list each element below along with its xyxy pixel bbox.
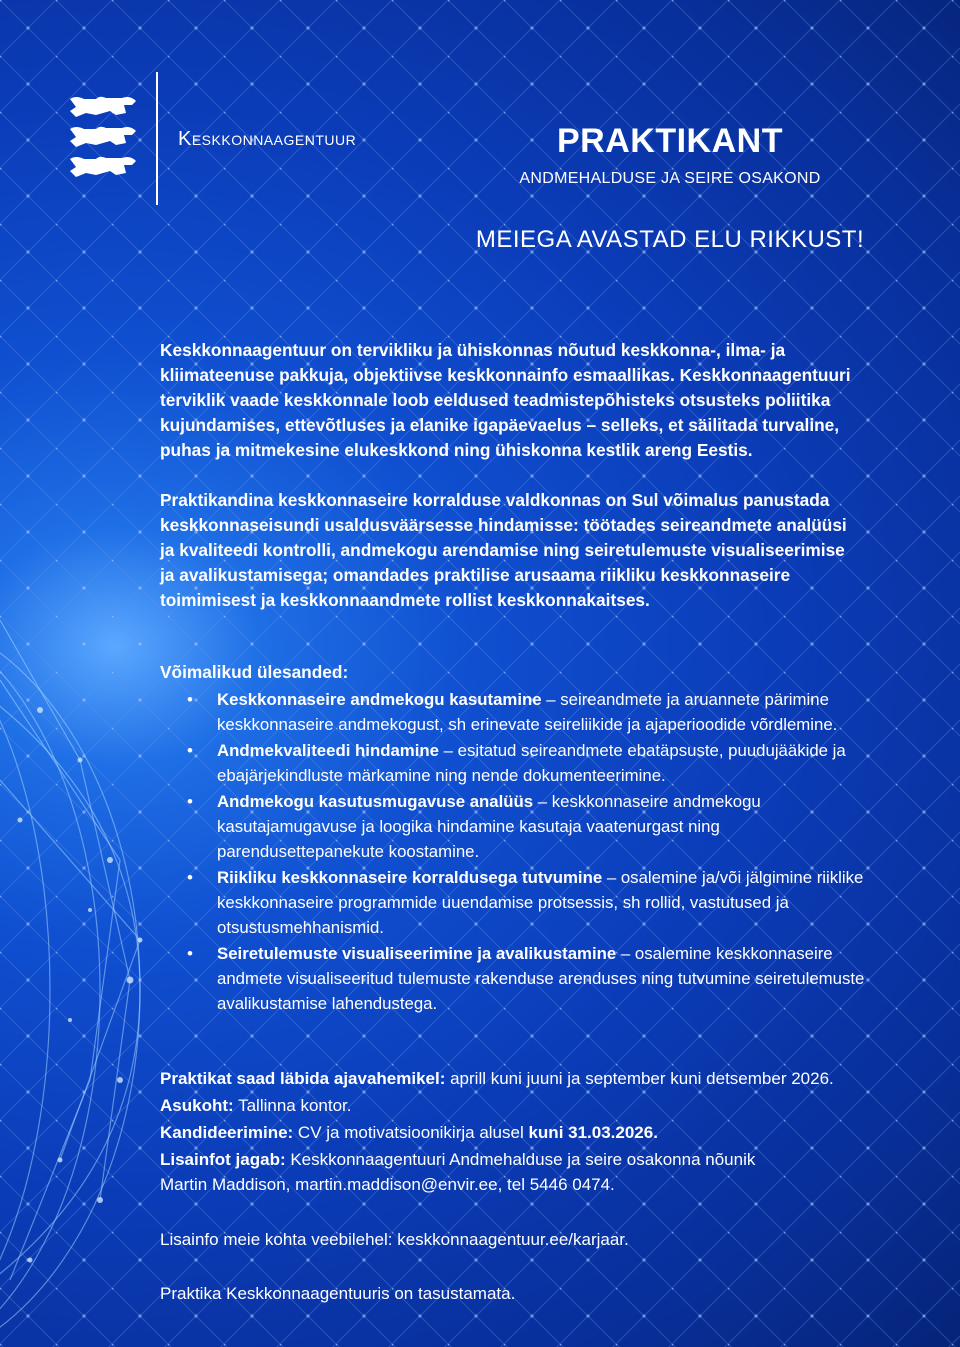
application-deadline: kuni 31.03.2026. — [528, 1123, 658, 1142]
task-description: – osalemine keskkonnaseire andmete visualiseeritud tulemuste rakenduse arenduses ning tutvumine seiretulemuste avalikustamise lahendustega. — [217, 944, 865, 1013]
slogan: MEIEGA AVASTAD ELU RIKKUST! — [475, 226, 865, 253]
task-title: Andmekogu kasutusmugavuse analüüs — [217, 792, 534, 811]
application-value: CV ja motivatsioonikirja alusel — [293, 1123, 529, 1142]
task-title: Seiretulemuste visualiseerimine ja avalikustamine — [217, 944, 617, 963]
list-item — [160, 738, 880, 788]
website-info: Lisainfo meie kohta veebilehel: keskkonnaagentuur.ee/karjaar. — [160, 1230, 629, 1249]
bullet-icon: • — [187, 868, 193, 887]
bullet-icon: • — [187, 792, 193, 811]
tasks-heading: Võimalikud ülesanded: — [160, 662, 349, 682]
unpaid-note: Praktika Keskkonnaagentuuris on tasustamata. — [160, 1284, 516, 1303]
task-description: – seireandmete ja aruannete pärimine keskkonnaseire andmekogust, sh erinevate seireliikide ja ajaperioodide võrdlemine. — [217, 690, 838, 734]
bullet-icon: • — [187, 944, 193, 963]
list-item — [160, 687, 880, 737]
task-title: Keskkonnaseire andmekogu kasutamine — [217, 690, 542, 709]
contact-position: Keskkonnaagentuuri Andmehalduse ja seire osakonna nõunik — [285, 1150, 756, 1169]
department-name: ANDMEHALDUSE JA SEIRE OSAKOND — [519, 170, 821, 187]
period-label: Praktikat saad läbida ajavahemikel: — [160, 1069, 446, 1088]
contact-person: Martin Maddison, martin.maddison@envir.ee, tel 5446 0474. — [160, 1175, 615, 1194]
task-title: Andmekvaliteedi hindamine — [217, 741, 439, 760]
contact-label: Lisainfot jagab: — [160, 1150, 286, 1169]
list-item — [160, 941, 880, 1016]
task-title: Riikliku keskkonnaseire korraldusega tutvumine — [217, 868, 603, 887]
job-title: PRAKTIKANT — [557, 122, 783, 160]
list-item — [160, 865, 880, 940]
location-label: Asukoht: — [160, 1096, 234, 1115]
organization-name: Keskkonnaagentuur — [178, 128, 357, 150]
application — [160, 1120, 900, 1145]
location-value: Tallinna kontor. — [233, 1096, 352, 1115]
three-lions-emblem-icon — [66, 93, 138, 185]
intro-paragraph-role: Praktikandina keskkonnaseire korralduse valdkonnas on Sul võimalus panustada keskkonnaseisundi usaldusväärsesse hindamisse: töötades seireandmete analüüsi ja kvaliteedi kontrolli, andmekogu arendamise ning seiretulemuste visualiseerimise ja avalikustamisega; omandades praktilise arusaama riikliku keskkonnaseire toimimisest ja keskkonnaandmete rollist keskkonnakaitses. — [160, 490, 847, 610]
application-label: Kandideerimine: — [160, 1123, 294, 1142]
location — [160, 1093, 900, 1118]
bullet-icon: • — [187, 690, 193, 709]
tasks-list — [160, 687, 880, 1017]
task-description: – esitatud seireandmete ebatäpsuste, puudujääkide ja ebajärjekindluste märkamine ning nende dokumenteerimine. — [217, 741, 846, 785]
intro-paragraph-organization: Keskkonnaagentuur on tervikliku ja ühiskonnas nõutud keskkonna-, ilma- ja kliimateenuse pakkuja, objektiivse keskkonnainfo esmaallikas. Keskkonnaagentuuri terviklik vaade keskkonnale loob eeldused teadmistepõhisteks otsusteks poliitika kujundamises, ettevõtluses ja elanike igapäevaelus – selleks, et säilitada turvaline, puhas ja mitmekesine elukeskkond ning ühiskonna kestlik areng Eestis. — [160, 340, 851, 460]
list-item — [160, 789, 880, 864]
header-divider — [156, 72, 158, 205]
internship-period — [160, 1066, 900, 1091]
period-value: aprill kuni juuni ja september kuni detsember 2026. — [445, 1069, 834, 1088]
task-description: – keskkonnaseire andmekogu kasutajamugavuse ja loogika hindamine kasutaja vaatenurgast ning parendusettepanekute koostamine. — [217, 792, 761, 861]
bullet-icon: • — [187, 741, 193, 760]
contact-info — [160, 1147, 900, 1197]
task-description: – osalemine ja/või jälgimine riiklike keskkonnaseire programmide uuendamise protsessis, sh rollid, vastutused ja otsustusmehhanismid. — [217, 868, 864, 937]
